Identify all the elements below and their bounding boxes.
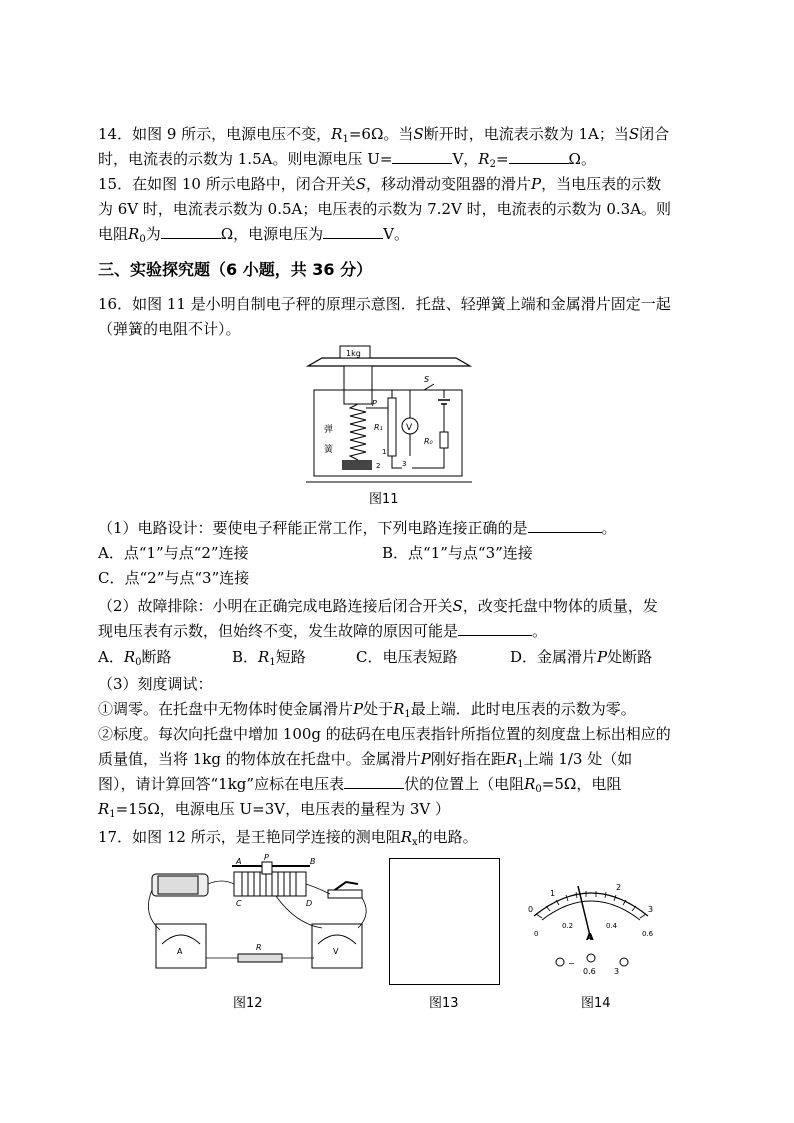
terminal-a: A (236, 857, 242, 866)
sub: 1 (517, 759, 524, 770)
text: V， (452, 150, 479, 168)
text: 刚好指在距 (430, 750, 506, 768)
q14-line-1 (98, 124, 669, 144)
var-r: R (505, 750, 518, 768)
text: ，当电压表的示数 (541, 175, 662, 193)
text: 断路 (141, 648, 172, 666)
var-s: S (628, 125, 640, 143)
var-r: R (258, 648, 270, 666)
text: 为 6V 时，电流表示数为 0.5A；电压表的示数为 7.2V 时，电流表的示数为 0.3A。则 (98, 200, 672, 218)
r0-label: R₀ (424, 437, 433, 446)
terminal-b: B (310, 857, 316, 866)
sub: 0 (535, 784, 542, 795)
text: 处于 (363, 700, 394, 718)
text: 电阻 (98, 225, 129, 243)
text: V。 (383, 225, 409, 243)
voltmeter (312, 924, 362, 968)
answer-blank-u[interactable] (392, 149, 452, 164)
caption-fig-13: 图13 (429, 996, 459, 1011)
scale-3: 3 (648, 905, 654, 914)
var-r: R (123, 648, 136, 666)
text: 短路 (275, 648, 306, 666)
sub: 2 (489, 159, 496, 170)
answer-blank-16-2[interactable] (458, 621, 532, 636)
text: ，改变托盘中物体的质量，发 (462, 597, 658, 615)
point-1: 1 (382, 448, 387, 456)
text: 的电路。 (417, 828, 478, 846)
q16-part3: （3）刻度调试： (98, 675, 213, 693)
text: =5Ω，电阻 (541, 775, 622, 793)
text: 现电压表有示数，但始终不变，发生故障的原因可能是 (98, 622, 459, 640)
resistor-r0 (440, 432, 448, 448)
spring-label-a: 弹 (324, 425, 334, 435)
section-heading: 三、实验探究题（6 小题，共 36 分） (98, 260, 373, 279)
text: Ω，电源电压为 (220, 225, 324, 243)
text: （1）电路设计：要使电子秤能正常工作，下列电路连接正确的是 (98, 519, 528, 537)
wire (392, 456, 402, 468)
scale-sub-0: 0 (534, 930, 539, 938)
switch-base (328, 890, 362, 898)
sub: 0 (139, 234, 146, 245)
var-s: S (355, 175, 366, 193)
var-s: S (413, 125, 424, 143)
text: 断开时，电流表示数为 1A；当 (423, 125, 629, 143)
sub: 1 (269, 657, 276, 668)
var-r: R (98, 800, 110, 818)
terminal-3-label: 3 (614, 967, 620, 976)
text: = (495, 150, 509, 168)
text: 最上端．此时电压表的示数为零。 (410, 700, 636, 718)
switch-label: S (424, 375, 430, 384)
scale-0.2: 0.2 (562, 922, 574, 930)
wire (392, 390, 410, 398)
column (344, 366, 372, 404)
resistor-label: R (256, 943, 262, 952)
tray (308, 358, 470, 366)
caption-fig-11: 图11 (369, 492, 399, 507)
slider-p: P (264, 854, 269, 862)
q16-line-1: 16．如图 11 是小明自制电子秤的原理示意图．托盘、轻弹簧上端和金属滑片固定一起 (98, 295, 671, 313)
terminal-3 (620, 958, 628, 966)
var-s: S (452, 597, 463, 615)
q16-part3-step-2-line-4 (98, 799, 450, 819)
scale-0: 0 (528, 905, 534, 914)
text: 15．在如图 10 所示电路中，闭合开关 (98, 175, 356, 193)
sub: x (412, 837, 418, 848)
base-block (342, 460, 372, 470)
var-r: R (524, 775, 536, 793)
var-p: P (353, 700, 364, 718)
answer-blank-voltage[interactable] (323, 224, 383, 239)
weight-label: 1kg (346, 349, 361, 358)
q16-part2-opt-d (510, 647, 652, 667)
voltmeter-label: V (333, 947, 339, 956)
resistor-rx (238, 954, 282, 962)
answer-blank-16-3[interactable] (344, 774, 404, 789)
q16-part2-line-2 (98, 621, 547, 641)
answer-blank-16-1[interactable] (528, 518, 602, 533)
answer-blank-r2[interactable] (509, 149, 569, 164)
figure-14 (520, 866, 662, 986)
q15-line-1 (98, 174, 661, 194)
terminal-0.6 (587, 954, 595, 962)
q16-part2-line-1 (98, 596, 658, 616)
text: 伏的位置上（电阻 (404, 775, 525, 793)
text: 图），请计算回答“1kg”应标在电压表 (98, 775, 345, 793)
battery-cells (158, 876, 198, 894)
text: B． (232, 648, 259, 666)
text: 17．如图 12 所示，是王艳同学连接的测电阻 (98, 828, 401, 846)
terminal-c: C (236, 899, 242, 908)
q17-line-1 (98, 827, 478, 847)
q16-part2-opt-a (98, 647, 172, 667)
wire (436, 390, 444, 398)
ammeter-label: A (177, 947, 183, 956)
answer-blank-r0[interactable] (161, 224, 221, 239)
text: 闭合 (639, 125, 670, 143)
text: 。 (601, 519, 617, 537)
resistor-r1 (388, 398, 396, 456)
spring (350, 404, 366, 460)
text: 上端 1/3 处（如 (523, 750, 633, 768)
q16-part2-opt-b (232, 647, 306, 667)
text: 为 (145, 225, 161, 243)
q16-part3-step-1 (98, 699, 636, 719)
figure-13-box (389, 858, 500, 985)
scale-0.4: 0.4 (606, 922, 618, 930)
text: ①调零。在托盘中无物体时使金属滑片 (98, 700, 354, 718)
var-p: P (420, 750, 431, 768)
text: Ω。 (568, 150, 596, 168)
text: （2）故障排除：小明在正确完成电路连接后闭合开关 (98, 597, 453, 615)
text: 时，电流表的示数为 1.5A。则电源电压 U= (98, 150, 393, 168)
sub: 1 (404, 709, 411, 720)
q16-part3-step-2-line-3 (98, 774, 621, 794)
r1-label: R₁ (374, 423, 383, 432)
unit-label: A (586, 932, 594, 943)
q15-line-3 (98, 224, 409, 244)
point-2: 2 (376, 462, 381, 470)
q15-line-2 (98, 199, 671, 219)
dial-arc-inner (542, 901, 640, 920)
scale-2: 2 (616, 883, 622, 892)
terminal-negative (556, 958, 564, 966)
q16-part1 (98, 518, 617, 538)
rheostat-slider (262, 862, 272, 874)
slider-label-p: P (372, 399, 377, 408)
scale-1: 1 (550, 889, 556, 898)
var-r: R (478, 150, 490, 168)
terminal-0.6-label: 0.6 (583, 967, 596, 976)
var-r: R (331, 125, 343, 143)
var-r: R (400, 828, 413, 846)
var-r: R (393, 700, 405, 718)
caption-fig-12: 图12 (233, 996, 263, 1011)
wire (412, 448, 444, 468)
q16-opt-b: B．点“1”与点“3”连接 (382, 544, 533, 562)
sub: 1 (342, 134, 349, 145)
q16-part3-step-2-line-1: ②标度。每次向托盘中增加 100g 的砝码在电压表指针所指位置的刻度盘上标出相应的 (98, 725, 671, 743)
text: ，移动滑动变阻器的滑片 (366, 175, 532, 193)
text: A． (98, 648, 124, 666)
q16-part2-opt-c: C．电压表短路 (356, 648, 458, 666)
q16-line-2: （弹簧的电阻不计）。 (98, 320, 241, 338)
terminal-d: D (306, 899, 313, 908)
figure-11 (306, 344, 472, 484)
scale-0.6: 0.6 (642, 930, 654, 938)
switch (410, 384, 434, 390)
text: 质量值，当将 1kg 的物体放在托盘中。金属滑片 (98, 750, 421, 768)
terminal-neg-label: − (568, 959, 575, 968)
text: 。 (532, 622, 548, 640)
caption-fig-14: 图14 (581, 996, 611, 1011)
var-p: P (531, 175, 542, 193)
q16-opt-c: C．点“2”与点“3”连接 (98, 569, 250, 587)
ammeter (156, 924, 206, 968)
spring-label-b: 簧 (324, 445, 334, 455)
text: =6Ω。当 (348, 125, 414, 143)
sub: 1 (109, 809, 116, 820)
q14-line-2 (98, 149, 596, 169)
figure-12 (146, 854, 372, 986)
sub: 0 (135, 657, 142, 668)
q16-opt-a: A．点“1”与点“2”连接 (98, 544, 249, 562)
point-3: 3 (402, 460, 407, 468)
voltmeter-label: V (406, 423, 413, 433)
text: 14．如图 9 所示，电源电压不变， (98, 125, 332, 143)
var-p: P (597, 648, 608, 666)
var-r: R (128, 225, 140, 243)
rheostat (234, 872, 306, 896)
text: =15Ω，电源电压 U=3V，电压表的量程为 3V ） (115, 800, 451, 818)
q16-part3-step-2-line-2 (98, 749, 632, 769)
text: D．金属滑片 (510, 648, 598, 666)
text: 处断路 (607, 648, 653, 666)
